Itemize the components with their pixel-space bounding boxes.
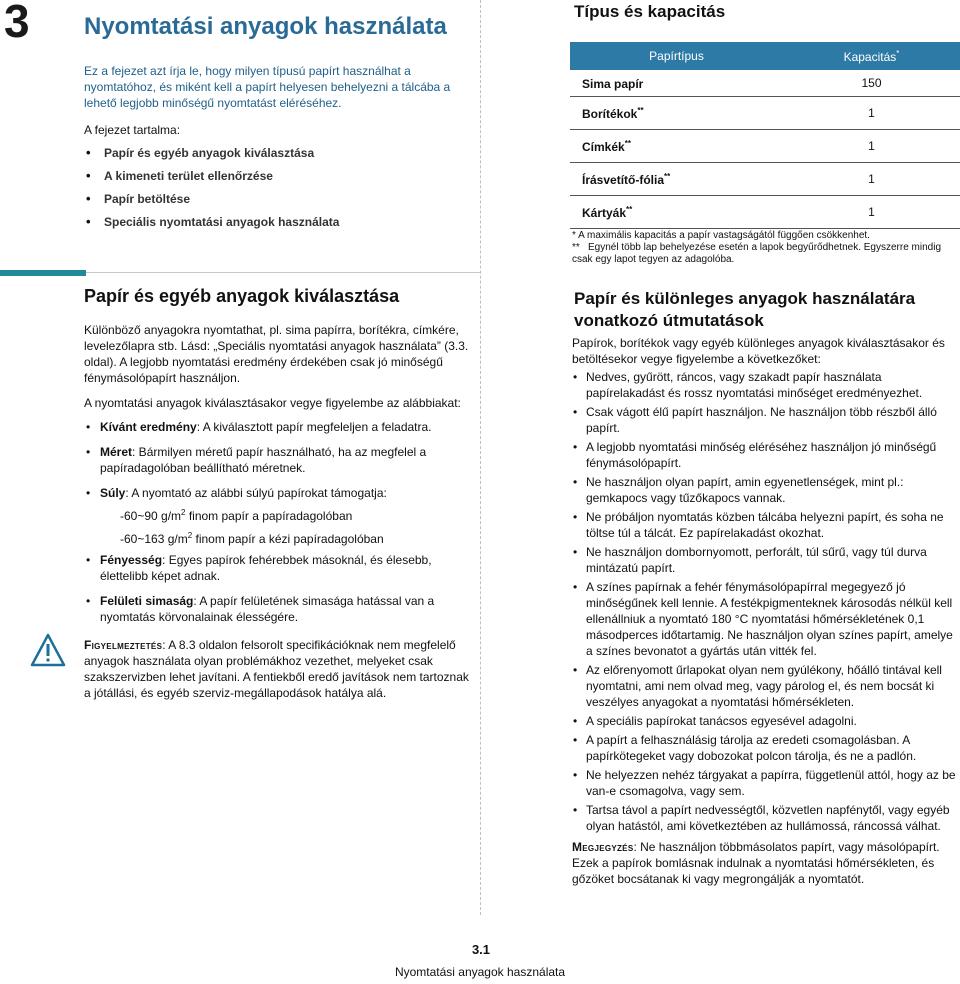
column-header: Kapacitás* xyxy=(783,42,960,70)
list-item: • Súly: A nyomtató az alábbi súlyú papírokat támogatja: xyxy=(84,485,476,501)
contents-link[interactable]: • Papír és egyéb anyagok kiválasztása xyxy=(86,146,476,169)
cell-type: Írásvetítő-fólia** xyxy=(570,163,783,196)
guidelines-list xyxy=(572,369,958,837)
cell-type: Borítékok** xyxy=(570,97,783,130)
section-rule xyxy=(86,272,480,273)
section-para-1: Különböző anyagokra nyomtathat, pl. sima papírra, borítékra, címkére, levelezőlapra stb. Lásd: „Speciális nyomtatási anyagok használata” (3.3. oldal). A legjobb nyomtatási eredmény érdekében csak jó minőségű fénymásolópapírt használjon. xyxy=(84,323,469,385)
guidelines-intro: Papírok, borítékok vagy egyéb különleges anyagok kiválasztásakor és betöltésekor vegye figyelembe a következőket: xyxy=(572,336,945,366)
list-item: • Ne helyezzen nehéz tárgyakat a papírra, függetlenül attól, hogy az be van-e csomagolva, vagy sem. xyxy=(572,767,958,799)
page-number: 3.1 xyxy=(471,942,491,957)
table-header xyxy=(570,42,960,70)
weight-line-2: -60~163 $g/m^2$ finom papír a kézi papíradagolóban xyxy=(120,531,384,546)
column-header: Papírtípus xyxy=(570,42,783,70)
table-row xyxy=(570,130,960,163)
weight-line-1: -60~90 $g/m^2$ finom papír a papíradagolóban xyxy=(120,508,353,523)
warning-text: Figyelmeztetés: A 8.3 oldalon felsorolt specifikációknak nem megfelelő anyagok használata olyan problémákhoz vezethet, melyeket csak szakszervizben lehet javítani. A fentiekből eredő javítások nem tartoznak a jótállási, és egyéb szerviz-megállapodások hatálya alá. xyxy=(84,638,469,700)
cell-capacity: 1 xyxy=(783,196,960,229)
table-row xyxy=(570,163,960,196)
contents-link[interactable]: • A kimeneti terület ellenőrzése xyxy=(86,169,476,192)
list-item: • A speciális papírokat tanácsos egyesével adagolni. xyxy=(572,713,958,729)
list-item: • Felületi simaság: A papír felületének simasága hatással van a nyomtatás körvonalainak élességére. xyxy=(84,593,476,625)
list-item: • Fényesség: Egyes papírok fehérebbek másoknál, és élesebb, élettelibb képet adnak. xyxy=(84,552,476,584)
footer-title: Nyomtatási anyagok használata xyxy=(394,965,566,979)
list-item: • Nedves, gyűrött, ráncos, vagy szakadt papír használata papírelakadást és rossz nyomtatási minőséget eredményezhet. xyxy=(572,369,958,401)
cell-capacity: 1 xyxy=(783,130,960,163)
list-item: • A legjobb nyomtatási minőség eléréséhez használjon jó minőségű fénymásolópapírt. xyxy=(572,439,958,471)
list-item: • Ne használjon olyan papírt, amin egyenetlenségek, mint pl.: gemkapocs vagy tűzőkapocs vannak. xyxy=(572,474,958,506)
contents-label: A fejezet tartalma: xyxy=(84,123,181,137)
chapter-contents xyxy=(86,146,476,238)
list-item: • A papírt a felhasználásig tárolja az eredeti csomagolásban. A papírkötegeket vagy dobozokat polcon tárolja, és ne a padlón. xyxy=(572,732,958,764)
cell-type: Kártyák** xyxy=(570,196,783,229)
cell-type: Sima papír xyxy=(570,70,783,97)
note-text: Megjegyzés: Ne használjon többmásolatos papírt, vagy másolópapírt. Ezek a papírok bomlásnak indulnak a nyomtatási hőmérsékleten, és gőzöket bocsátanak ki vagy megrongálják a nyomtatót. xyxy=(572,840,940,886)
capacity-table xyxy=(570,42,960,229)
list-item: • Ne próbáljon nyomtatás közben tálcába helyezni papírt, és soha ne töltse túl a tálcát. Ez papírelakadást okozhat. xyxy=(572,509,958,541)
cell-capacity: 1 xyxy=(783,163,960,196)
list-item: • Az előrenyomott űrlapokat olyan nem gyúlékony, hőálló tintával kell nyomtatni, ami nem olvad meg, vagy párolog el, és nem bocsát ki veszélyes anyagokat a nyomtatási hőmérsékleten. xyxy=(572,662,958,710)
warning-icon xyxy=(30,633,66,667)
table-note-2: ** Egynél több lap behelyezése esetén a lapok begyűrődhetnek. Egyszerre mindig csak egy lapot tegyen az adagolóba. xyxy=(572,242,942,265)
section-para-2: A nyomtatási anyagok kiválasztásakor vegye figyelembe az alábbiakat: xyxy=(84,396,461,410)
list-item: • Tartsa távol a papírt nedvességtől, közvetlen napfénytől, vagy egyéb olyan hatástól, ami következtében az hullámossá, ráncossá válhat. xyxy=(572,802,958,834)
types-title: Típus és kapacitás xyxy=(574,2,726,21)
cell-type: Címkék** xyxy=(570,130,783,163)
section-bar xyxy=(0,270,86,276)
chapter-intro: Ez a fejezet azt írja le, hogy milyen típusú papírt használhat a nyomtatóhoz, és miként kell a papírt helyesen behelyezni a tálcába a lehető legjobb minőségű nyomtatást eléréséhez. xyxy=(84,64,451,110)
list-item: • A színes papírnak a fehér fénymásolópapírral megegyező jó minőségűnek kell lennie. A festékpigmenteknek károsodás nélkül kell ellenállniuk a nyomtató 180 °C nyomtatási hőmérsékletének 0,1 másodperces időtartamig. Ne használjon olyan színes papírt, amelye a színes bevonatot a gyártás után vitték fel. xyxy=(572,579,958,659)
chapter-number: 3 xyxy=(4,0,30,47)
cell-capacity: 150 xyxy=(783,70,960,97)
contents-link[interactable]: • Papír betöltése xyxy=(86,192,476,215)
chapter-title: Nyomtatási anyagok használata xyxy=(84,13,447,40)
table-row xyxy=(570,70,960,97)
contents-link[interactable]: • Speciális nyomtatási anyagok használata xyxy=(86,215,476,238)
table-row xyxy=(570,97,960,130)
list-item: • Ne használjon dombornyomott, perforált, túl sűrű, vagy túl durva mintázatú papírt. xyxy=(572,544,958,576)
cell-capacity: 1 xyxy=(783,97,960,130)
table-row xyxy=(570,196,960,229)
list-item: • Kívánt eredmény: A kiválasztott papír megfeleljen a feladatra. xyxy=(84,419,476,435)
criteria-list-2 xyxy=(84,552,476,634)
guidelines-title: Papír és különleges anyagok használatára vonatkozó útmutatások xyxy=(574,289,916,330)
criteria-list xyxy=(84,419,476,510)
column-divider xyxy=(480,0,481,915)
list-item: • Méret: Bármilyen méretű papír használható, ha az megfelel a papíradagolóban beállítható méretnek. xyxy=(84,444,476,476)
list-item: • Csak vágott élű papírt használjon. Ne használjon több részből álló papírt. xyxy=(572,404,958,436)
section-title: Papír és egyéb anyagok kiválasztása xyxy=(84,286,400,306)
table-note-1: * A maximális kapacitás a papír vastagságától függően csökkenhet. xyxy=(572,230,870,241)
